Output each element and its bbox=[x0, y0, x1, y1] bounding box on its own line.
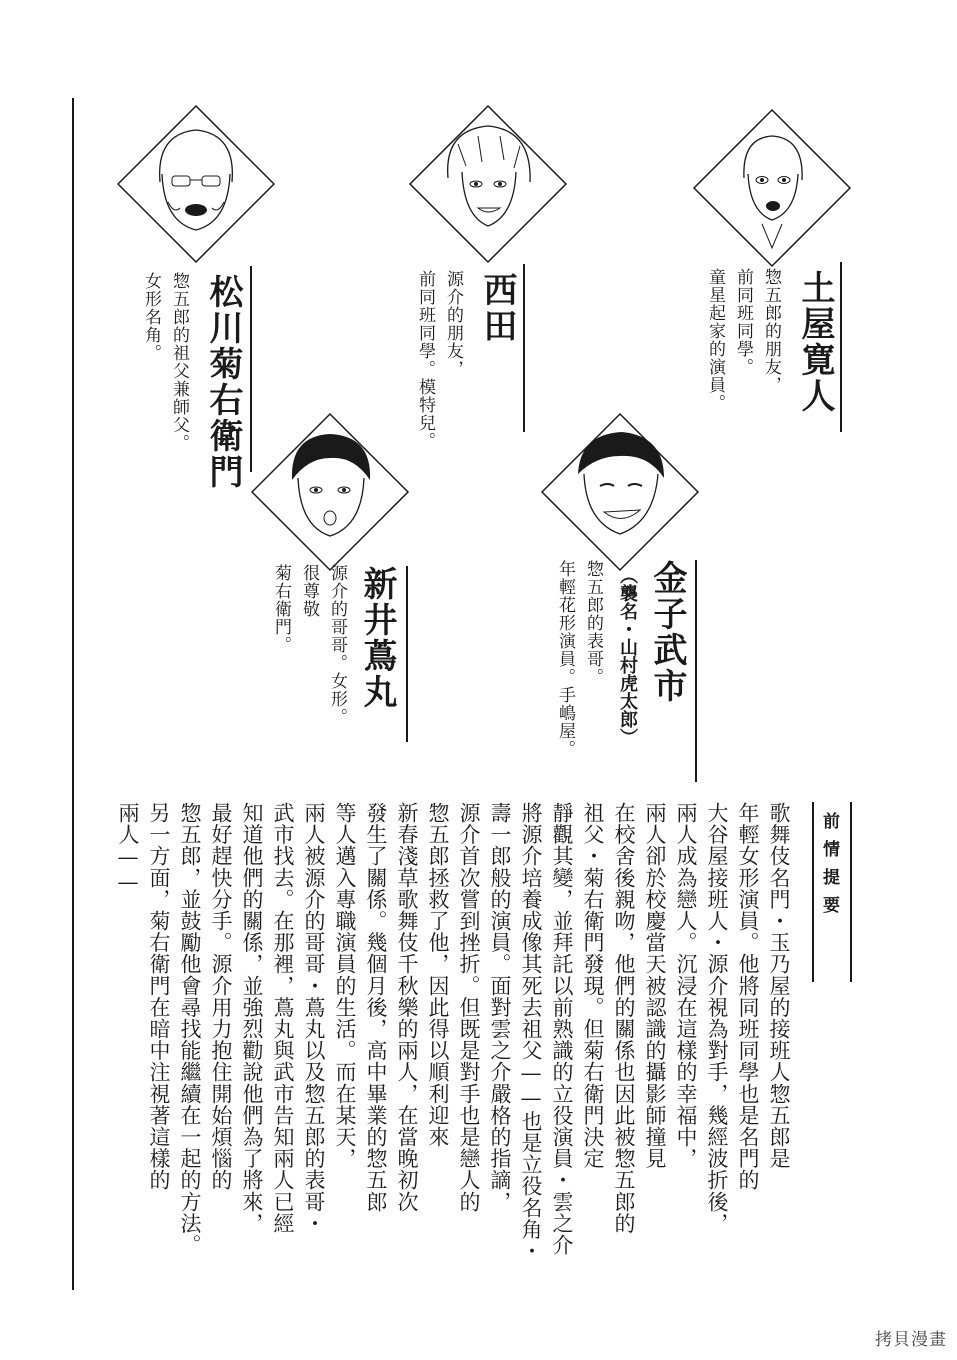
character-desc-line: 女形名角。 bbox=[141, 272, 161, 362]
character-divider-line bbox=[406, 566, 408, 742]
character-divider-line bbox=[840, 262, 842, 432]
character-desc-line: 很尊敬 bbox=[299, 564, 319, 618]
model-man-portrait-icon bbox=[408, 104, 568, 264]
character-desc-line: 惣五郎的表哥。 bbox=[583, 560, 603, 686]
synopsis-line: 祖父・菊右衛門發現。但菊右衛門決定 bbox=[581, 802, 605, 1170]
synopsis-line: 發生了關係。幾個月後，高中畢業的惣五郎 bbox=[364, 802, 388, 1213]
synopsis-line: 兩人卻於校慶當天被認識的攝影師撞見 bbox=[643, 802, 667, 1170]
synopsis-line: 等人邁入專職演員的生活。而在某天， bbox=[333, 802, 357, 1170]
synopsis-line: 兩人—— bbox=[116, 802, 140, 895]
young-man-tie-portrait-icon bbox=[692, 108, 852, 268]
synopsis-heading: 前情提要 bbox=[819, 812, 839, 924]
character-divider-line bbox=[523, 264, 525, 432]
character-alias: （襲名・山村虎太郎） bbox=[617, 566, 638, 746]
character-divider-line bbox=[250, 266, 252, 472]
character-name: 松川菊右衛門 bbox=[203, 274, 243, 490]
character-desc-line: 年輕花形演員。手嶋屋。 bbox=[555, 560, 575, 758]
character-name: 土屋寛人 bbox=[795, 270, 835, 414]
old-man-glasses-portrait-icon bbox=[116, 104, 276, 264]
smiling-man-portrait-icon bbox=[540, 412, 700, 572]
character-name: 新井蔦丸 bbox=[357, 566, 397, 710]
synopsis-line: 另一方面，菊右衛門在暗中注視著這樣的 bbox=[147, 802, 171, 1191]
short-hair-man-portrait-icon bbox=[250, 412, 410, 572]
synopsis-line: 最好趕快分手。源介用力抱住開始煩惱的 bbox=[209, 802, 233, 1191]
synopsis-line: 新春淺草歌舞伎千秋樂的兩人，在當晚初次 bbox=[395, 802, 419, 1213]
synopsis-line: 知道他們的關係，並強烈勸說他們為了將來， bbox=[240, 802, 264, 1234]
character-desc-line: 惣五郎的朋友， bbox=[761, 268, 781, 394]
character-desc-line: 菊右衛門。 bbox=[271, 564, 291, 654]
synopsis-line: 年輕女形演員。他將同班同學也是名門的 bbox=[736, 802, 760, 1191]
synopsis-line: 武市找去。在那裡，蔦丸與武市告知兩人已經 bbox=[271, 802, 295, 1234]
character-name: 西田 bbox=[477, 272, 517, 344]
character-desc-line: 惣五郎的祖父兼師父。 bbox=[169, 272, 189, 452]
synopsis-line: 將源介培養成像其死去祖父——也是立役名角・ bbox=[519, 802, 543, 1262]
synopsis-line: 兩人被源介的哥哥・蔦丸以及惣五郎的表哥・ bbox=[302, 802, 326, 1234]
character-desc-line: 源介的哥哥。女形。 bbox=[327, 564, 347, 726]
synopsis-line: 歌舞伎名門・玉乃屋的接班人惣五郎是 bbox=[767, 802, 791, 1170]
synopsis-line: 大谷屋接班人・源介視為對手，幾經波折後， bbox=[705, 802, 729, 1234]
page-border-line bbox=[72, 98, 74, 1290]
synopsis-line: 兩人成為戀人。沉浸在這樣的幸福中， bbox=[674, 802, 698, 1170]
character-divider-line bbox=[695, 560, 697, 782]
synopsis-line: 惣五郎，並鼓勵他會尋找能繼續在一起的方法。 bbox=[178, 802, 202, 1256]
synopsis-line: 源介首次嘗到挫折。但既是對手也是戀人的 bbox=[457, 802, 481, 1213]
synopsis-line: 惣五郎拯救了他，因此得以順利迎來 bbox=[426, 802, 450, 1148]
character-desc-line: 源介的朋友， bbox=[443, 270, 463, 378]
watermark: 拷貝漫畫 bbox=[875, 1330, 947, 1350]
character-desc-line: 前同班同學。 bbox=[733, 268, 753, 376]
synopsis-line: 靜觀其變，並拜託以前熟識的立役演員・雲之介 bbox=[550, 802, 574, 1256]
character-desc-line: 童星起家的演員。 bbox=[705, 268, 725, 412]
synopsis-line: 在校舍後親吻，他們的關係也因此被惣五郎的 bbox=[612, 802, 636, 1234]
character-name: 金子武市 bbox=[647, 560, 687, 704]
character-desc-line: 前同班同學。模特兒。 bbox=[415, 270, 435, 450]
synopsis-line: 壽一郎般的演員。面對雲之介嚴格的指謫， bbox=[488, 802, 512, 1213]
